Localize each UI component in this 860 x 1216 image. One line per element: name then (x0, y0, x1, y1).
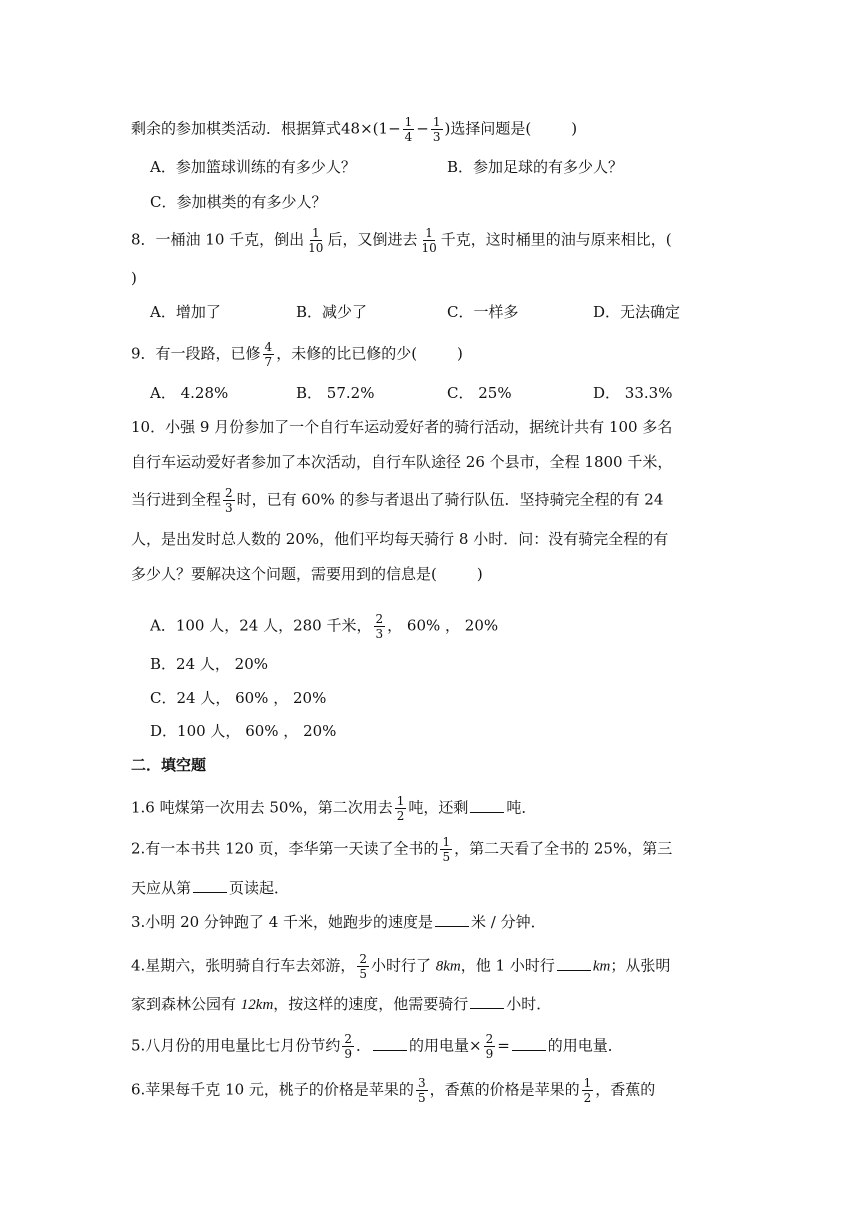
fill-q4-text: 小时． (506, 995, 552, 1013)
fill-q5-text: 5.八月份的用电量比七月份节约 (131, 1036, 341, 1055)
fill-q4-text: ，按这样的速度，他需要骑行 (273, 995, 469, 1013)
fraction (582, 1076, 594, 1105)
fraction-numerator: 1 (311, 226, 320, 240)
fill-q4-text: ，他 1 小时行 (460, 956, 555, 975)
formula-text: 48×(1− (341, 119, 401, 138)
fill-q5-text: ． (355, 1036, 371, 1055)
q7-option-a: A．参加篮球训练的有多少人？ (150, 158, 356, 176)
answer-blank[interactable] (373, 1036, 407, 1051)
q9-option-b: B． 57.2% (296, 384, 375, 402)
q8-option-c: C．一样多 (447, 303, 519, 321)
fill-q2-text: ，第二天看了全书的 25%，第三 (454, 839, 673, 858)
unit-km: km (592, 958, 611, 975)
q8-option-b: B．减少了 (296, 303, 368, 321)
q10-line4: 人，是出发时总人数的 20%，他们平均每天骑行 8 小时．问：没有骑完全程的有 (131, 530, 669, 548)
fill-q4-text: 小时行了 (370, 956, 436, 975)
fraction-denominator: 3 (375, 627, 384, 641)
fraction-denominator: 5 (417, 1091, 426, 1105)
fraction-denominator: 9 (485, 1047, 494, 1061)
fill-q3-text: 米 / 分钟． (471, 913, 546, 931)
fraction-numerator: 1 (442, 835, 451, 849)
answer-paren-close: ) (457, 344, 463, 363)
q7-text: 剩余的参加棋类活动．根据算式 (131, 119, 342, 138)
fill-q5-text: 的用电量× (408, 1036, 482, 1055)
q7-option-b: B．参加足球的有多少人？ (447, 158, 624, 176)
answer-blank[interactable] (193, 878, 227, 893)
fraction (403, 115, 415, 144)
fill-q4-text: 家到森林公园有 (131, 995, 241, 1013)
q9-line1 (131, 340, 463, 369)
fraction-numerator: 4 (264, 340, 273, 354)
fraction-numerator: 2 (485, 1032, 494, 1046)
fraction-numerator: 1 (396, 794, 405, 808)
fraction (431, 115, 443, 144)
fill-q4-text: 4.星期六，张明骑自行车去郊游， (131, 956, 356, 975)
q10-option-d: D．100 人， 60% ， 20% (150, 722, 337, 740)
fill-q2-text: 2.有一本书共 120 页，李华第一天读了全书的 (131, 839, 439, 858)
fraction (440, 835, 452, 864)
fill-q2-text: 天应从第 (131, 879, 192, 897)
q9-option-c: C． 25% (447, 384, 512, 402)
fraction-denominator: 7 (264, 355, 273, 369)
q10-line5 (131, 564, 483, 584)
q7-option-c: C．参加棋类的有多少人？ (150, 193, 327, 211)
fraction-denominator: 10 (308, 241, 324, 255)
fraction-denominator: 4 (404, 130, 413, 144)
distance-value: 8km (435, 958, 461, 975)
fraction (484, 1032, 496, 1061)
answer-blank[interactable] (512, 1036, 546, 1051)
fraction-denominator: 5 (359, 967, 367, 981)
fraction-denominator: 9 (344, 1047, 352, 1061)
fill-q4-line1 (131, 952, 670, 981)
answer-blank[interactable] (557, 956, 591, 971)
q9-text: 9．有一段路，已修 (131, 344, 261, 363)
fraction-numerator: 2 (375, 612, 384, 626)
fraction (223, 486, 235, 515)
q10-line2: 自行车运动爱好者参加了本次活动，自行车队途径 26 个县市，全程 1800 千米， (131, 453, 673, 471)
q9-option-a: A． 4.28% (150, 384, 229, 402)
section-title: 二．填空题 (131, 756, 207, 774)
fill-q6-text: 6.苹果每千克 10 元，桃子的价格是苹果的 (131, 1080, 414, 1099)
fill-q1 (131, 794, 536, 823)
q10-option-b: B．24 人， 20% (150, 655, 268, 673)
fraction-numerator: 2 (359, 952, 367, 966)
fill-q2-text: 页读起． (229, 879, 290, 897)
answer-paren-close: ) (571, 119, 578, 138)
fraction-numerator: 2 (225, 486, 233, 500)
q7-text: 选择问题是( (450, 119, 532, 138)
q10-option-a (150, 612, 498, 641)
fraction-denominator: 3 (225, 501, 233, 515)
q8-line1 (131, 226, 672, 255)
answer-blank[interactable] (470, 798, 504, 813)
fraction (306, 226, 325, 255)
fraction-denominator: 10 (421, 241, 437, 255)
q10-option-c: C．24 人， 60% ， 20% (150, 689, 327, 707)
q8-line2: ) (131, 269, 137, 287)
q7-line1 (131, 115, 577, 144)
fill-q4-line2 (131, 994, 551, 1015)
answer-blank[interactable] (435, 912, 469, 927)
fraction-numerator: 2 (344, 1032, 352, 1046)
fraction-denominator: 2 (396, 809, 405, 823)
q8-option-a: A．增加了 (150, 303, 221, 321)
fraction (374, 612, 386, 641)
fill-q2-line1 (131, 835, 672, 864)
fill-q6-text: ，香蕉的价格是苹果的 (429, 1080, 580, 1099)
fraction-denominator: 5 (442, 850, 451, 864)
distance-value: 12km (240, 997, 274, 1013)
fill-q6-text: ，香蕉的 (595, 1080, 656, 1099)
q10-option-text: A．100 人，24 人，280 千米， (150, 616, 372, 635)
fraction (342, 1032, 354, 1061)
q8-text: 8．一桶油 10 千克，倒出 (131, 230, 305, 249)
equals-sign: = (497, 1036, 510, 1055)
q10-text: 时，已有 60% 的参与者退出了骑行队伍．坚持骑完全程的有 24 (236, 490, 664, 509)
q10-line1: 10．小强 9 月份参加了一个自行车运动爱好者的骑行活动，据统计共有 100 多名 (131, 418, 673, 436)
fraction-denominator: 2 (583, 1091, 592, 1105)
fraction-numerator: 1 (432, 115, 441, 129)
fill-q1-text: 吨，还剩 (408, 798, 469, 817)
q9-option-d: D． 33.3% (593, 384, 673, 402)
fill-q3-text: 3.小明 20 分钟跑了 4 千米，她跑步的速度是 (131, 913, 434, 931)
fill-q1-text: 1.6 吨煤第一次用去 50%，第二次用去 (131, 798, 393, 817)
fill-q1-text: 吨． (506, 798, 537, 817)
q10-line3 (131, 486, 663, 515)
fill-q5 (131, 1032, 623, 1061)
fill-q4-text: ；从张明 (610, 956, 671, 975)
formula-close: ) (444, 119, 451, 138)
q8-text: 千克，这时桶里的油与原来相比，( (440, 230, 672, 249)
answer-paren-close: ) (476, 565, 483, 583)
fill-q2-line2 (131, 878, 289, 898)
fraction-denominator: 3 (432, 130, 441, 144)
fraction-numerator: 1 (425, 226, 433, 240)
q10-text: 当行进到全程 (131, 490, 222, 509)
fill-q6 (131, 1076, 655, 1105)
q9-text: ，未修的比已修的少( (276, 344, 418, 363)
q8-text: 后，又倒进去 (327, 230, 418, 249)
q10-text: 多少人？要解决这个问题，需要用到的信息是( (131, 565, 437, 583)
fraction (263, 340, 275, 369)
q8-option-d: D．无法确定 (593, 303, 681, 321)
fraction (395, 794, 407, 823)
fill-q5-text: 的用电量． (547, 1036, 623, 1055)
fraction-numerator: 3 (417, 1076, 426, 1090)
q10-option-text: ， 60% ， 20% (387, 616, 499, 635)
fraction-numerator: 1 (404, 115, 413, 129)
fraction-numerator: 1 (583, 1076, 592, 1090)
minus-sign: − (416, 119, 429, 138)
fill-q3 (131, 912, 546, 932)
fraction (416, 1076, 428, 1105)
fraction (419, 226, 438, 255)
fraction (357, 952, 369, 981)
answer-blank[interactable] (470, 994, 504, 1009)
